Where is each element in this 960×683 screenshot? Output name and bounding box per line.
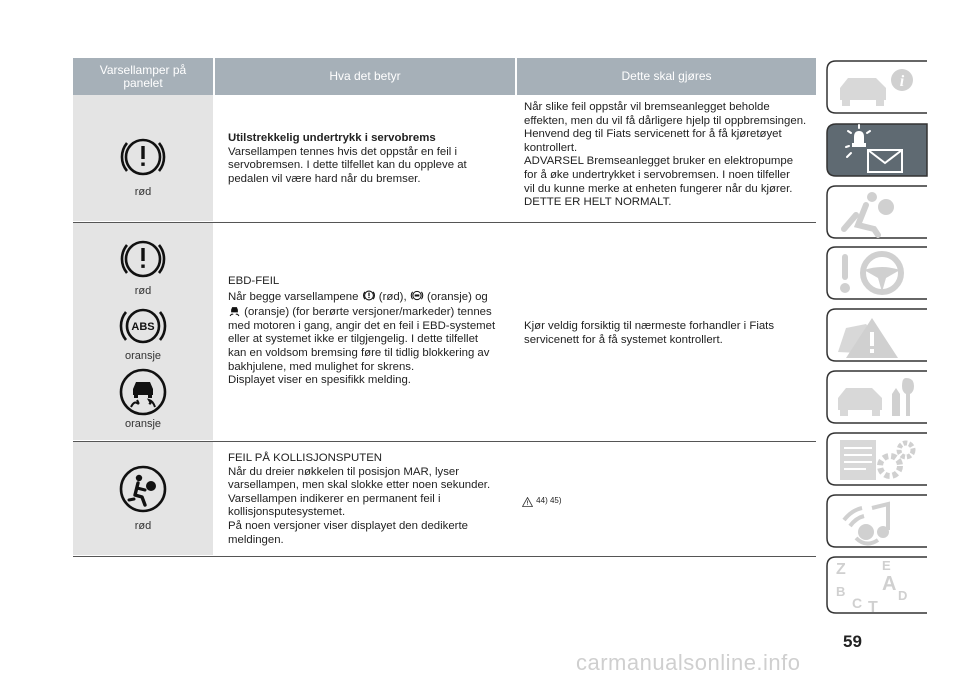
action-cell-row1	[524, 101, 819, 210]
text-line: eller at systemet ikke er tilgjengelig. I dette tilfellet	[228, 333, 479, 346]
lamp-cell-row3	[73, 442, 213, 555]
row-divider	[73, 556, 816, 557]
action-cell-row2	[524, 320, 819, 347]
header-action: Dette skal gjøres	[517, 58, 816, 95]
text-line: FEIL PÅ KOLLISJONSPUTEN	[228, 452, 383, 464]
tab-multimedia[interactable]	[826, 494, 928, 548]
reference-numbers: 44) 45)	[536, 496, 562, 505]
action-cell-row3	[522, 494, 622, 510]
tab-warning-lights[interactable]	[826, 123, 928, 177]
stability-control-icon	[228, 304, 241, 317]
warning-lights-icon	[826, 123, 928, 177]
header-warning-lamps: Varsellamper på panelet	[73, 58, 213, 95]
text-line: (oransje) (for berørte versjoner/markeder) tennes	[244, 306, 492, 319]
header-meaning: Hva det betyr	[215, 58, 515, 95]
lamp-cell-row2	[73, 223, 213, 440]
text-line: servicenett for å få systemet kontrollert.	[524, 333, 723, 346]
lamp-color-label: rød	[134, 520, 152, 532]
lamp-color-label: oransje	[124, 418, 162, 430]
svg-text:Z: Z	[836, 561, 846, 578]
meaning-cell-row2	[228, 275, 523, 388]
text-line: Når du dreier nøkkelen til posisjon MAR, lyser	[228, 465, 460, 478]
text-line: servobremsen. I dette tilfellet kan du oppleve at	[228, 159, 467, 172]
text-line: for å øke undertrykket i servobremsen. I noen tilfeller	[524, 168, 790, 181]
stability-control-icon	[118, 367, 168, 417]
brake-warning-icon	[118, 132, 168, 182]
technical-data-icon	[826, 432, 928, 486]
index-icon	[826, 556, 928, 614]
car-info-icon	[826, 60, 928, 114]
text-line: Kjør veldig forsiktig til nærmeste forhandler i Fiats	[524, 320, 775, 332]
text-line: med motoren i gang, angir det en feil i EBD-systemet	[228, 319, 496, 332]
page-number: 59	[843, 632, 862, 651]
lamp-color-label: rød	[134, 186, 152, 198]
text-line: På noen versjoner viser displayet den dedikerte	[228, 519, 468, 532]
text-line: Varsellampen tennes hvis det oppstår en feil i	[228, 145, 457, 158]
tab-maintenance[interactable]	[826, 370, 928, 424]
tab-emergency[interactable]	[826, 308, 928, 362]
abs-icon	[118, 301, 168, 351]
text-line: kollisjonsputesystemet.	[228, 506, 346, 519]
meaning-title: Utilstrekkelig undertrykk i servobrems	[228, 132, 436, 144]
watermark: carmanualsonline.info	[576, 650, 801, 675]
airbag-icon	[118, 464, 168, 514]
text-line: (oransje) og	[426, 290, 488, 303]
meaning-cell-row1	[228, 132, 518, 186]
text-line: effekten, men du vil få dårligere hjelp til oppbremsingen.	[524, 114, 807, 127]
brake-warning-icon	[118, 234, 168, 284]
tab-driving[interactable]	[826, 246, 928, 300]
text-line: ADVARSEL Bremseanlegget bruker en elektropumpe	[524, 155, 794, 168]
text-line: EBD-FEIL	[228, 275, 280, 287]
tab-safety[interactable]	[826, 185, 928, 239]
emergency-icon	[826, 308, 928, 362]
svg-text:D: D	[898, 588, 908, 603]
tab-index[interactable]	[826, 556, 928, 614]
text-line: Når begge varsellampene	[228, 290, 359, 303]
text-line: Når slike feil oppstår vil bremseanlegget beholde	[524, 101, 770, 113]
text-line: meldingen.	[228, 533, 284, 546]
abs-icon	[410, 289, 424, 302]
text-line: varsellampen, men skal slokke etter noen sekunder.	[228, 479, 491, 492]
text-line: (rød),	[378, 290, 407, 303]
text-line: Henvend deg til Fiats servicenett for å få kjøretøyet	[524, 128, 782, 141]
svg-text:i: i	[899, 73, 905, 90]
svg-text:T: T	[868, 599, 878, 614]
text-line: kan en voldsom bremsing føre til tidlig blokkering av	[228, 346, 490, 359]
steering-wheel-icon	[826, 246, 928, 300]
brake-warning-icon	[362, 289, 376, 302]
text-line: bakhjulene, med mulighet for skrens.	[228, 360, 415, 373]
svg-text:E: E	[882, 558, 891, 573]
warning-triangle-icon	[522, 497, 533, 507]
text-line: vil du kunne merke at enheten fungerer når du kjører.	[524, 182, 793, 195]
svg-text:A: A	[882, 573, 897, 595]
svg-text:ABS: ABS	[131, 321, 155, 333]
meaning-cell-row3	[228, 452, 523, 547]
multimedia-icon	[826, 494, 928, 548]
lamp-cell-row1	[73, 95, 213, 221]
safety-airbag-icon	[826, 185, 928, 239]
tab-technical-data[interactable]	[826, 432, 928, 486]
text-line: Varsellampen indikerer en permanent feil i	[228, 492, 441, 505]
lamp-color-label: rød	[134, 285, 152, 297]
svg-text:C: C	[852, 595, 863, 611]
lamp-color-label: oransje	[124, 350, 162, 362]
text-line: kontrollert.	[524, 141, 578, 154]
text-line: DETTE ER HELT NORMALT.	[524, 196, 672, 209]
text-line: Displayet viser en spesifikk melding.	[228, 374, 411, 387]
tab-car-info[interactable]	[826, 60, 928, 114]
car-maintenance-icon	[826, 370, 928, 424]
svg-text:B: B	[836, 584, 846, 599]
text-line: pedalen vil være hard når du bremser.	[228, 172, 421, 185]
